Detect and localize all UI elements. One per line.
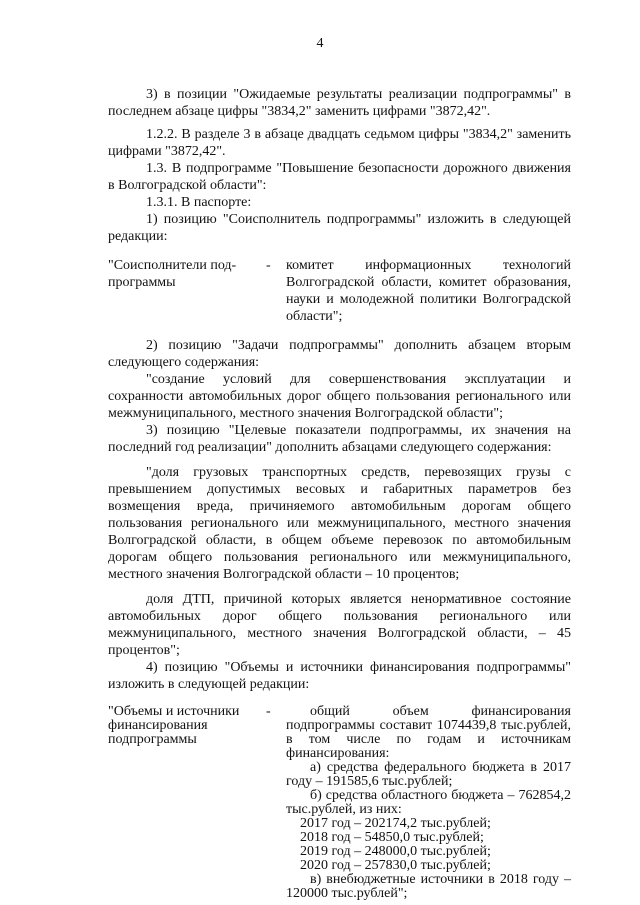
financing-line: 2020 год – 257830,0 тыс.рублей; xyxy=(300,858,491,873)
paragraph: "доля грузовых транспортных средств, перевозящих грузы с превышением допустимых весовых и габаритных параметров без возмещения вреда, причиняемого автомобильным дорогам общего пользования регионального или межмуниципального, местного значения Волгоградской области, в общем объеме перевозок по автомобильным дорогам общего пользования регионального или межмуниципального, местного значения Волгоградской области – 10 процентов; xyxy=(108,465,571,582)
table-right-cell: комитет информационных технологий Волгоградской области, комитет образования, науки и молодежной политики Волгоградской области"; xyxy=(286,258,571,324)
document-body xyxy=(108,86,571,901)
table-dash: - xyxy=(266,258,271,273)
financing-line: 2017 год – 202174,2 тыс.рублей; xyxy=(300,816,491,831)
paragraph: доля ДТП, причиной которых является ненормативное состояние автомобильных дорог общего пользования регионального или межмуниципального, местного значения Волгоградской области, – 45 процентов"; xyxy=(108,592,571,658)
financing-line: а) средства федерального бюджета в 2017 году – 191585,6 тыс.рублей; xyxy=(286,760,571,789)
paragraph: 1.3.1. В паспорте: xyxy=(146,195,252,210)
paragraph: "создание условий для совершенствования эксплуатации и сохранности автомобильных дорог общего пользования регионального или межмуниципального, местного значения Волгоградской области"; xyxy=(108,372,571,421)
financing-line: б) средства областного бюджета – 762854,2 тыс.рублей, из них: xyxy=(286,788,571,817)
table-dash: - xyxy=(266,704,271,719)
paragraph: 2) позицию "Задачи подпрограммы" дополнить абзацем вторым следующего содержания: xyxy=(108,338,571,370)
paragraph: 1.3. В подпрограмме "Повышение безопасности дорожного движения в Волгоградской области": xyxy=(108,161,571,193)
paragraph: 1.2.2. В разделе 3 в абзаце двадцать седьмом цифры "3834,2" заменить цифрами "3872,42". xyxy=(108,127,571,159)
financing-line: 2019 год – 248000,0 тыс.рублей; xyxy=(300,844,491,859)
page-number: 4 xyxy=(316,36,324,51)
paragraph: 3) в позиции "Ожидаемые результаты реализации подпрограммы" в последнем абзаце цифры "3834,2" заменить цифрами "3872,42". xyxy=(108,87,571,119)
financing-table xyxy=(108,705,571,901)
paragraph: 1) позицию "Соисполнитель подпрограммы" изложить в следующей редакции: xyxy=(108,212,571,244)
financing-line: 2018 год – 54850,0 тыс.рублей; xyxy=(300,830,484,845)
coexecutors-table xyxy=(108,257,571,325)
financing-line: общий объем финансирования подпрограммы составит 1074439,8 тыс.рублей, в том числе по годам и источникам финансирования: xyxy=(286,704,571,761)
paragraph: 4) позицию "Объемы и источники финансирования подпрограммы" изложить в следующей редакции: xyxy=(108,660,571,692)
financing-line: в) внебюджетные источники в 2018 году – 120000 тыс.рублей"; xyxy=(286,872,571,901)
paragraph: 3) позицию "Целевые показатели подпрограммы, их значения на последний год реализации" дополнить абзацами следующего содержания: xyxy=(108,423,571,455)
table-left-cell: "Объемы и источники финансирования подпрограммы xyxy=(108,704,240,747)
table-left-cell: "Соисполнители под- программы xyxy=(108,258,237,290)
table-right-cell xyxy=(286,705,571,901)
